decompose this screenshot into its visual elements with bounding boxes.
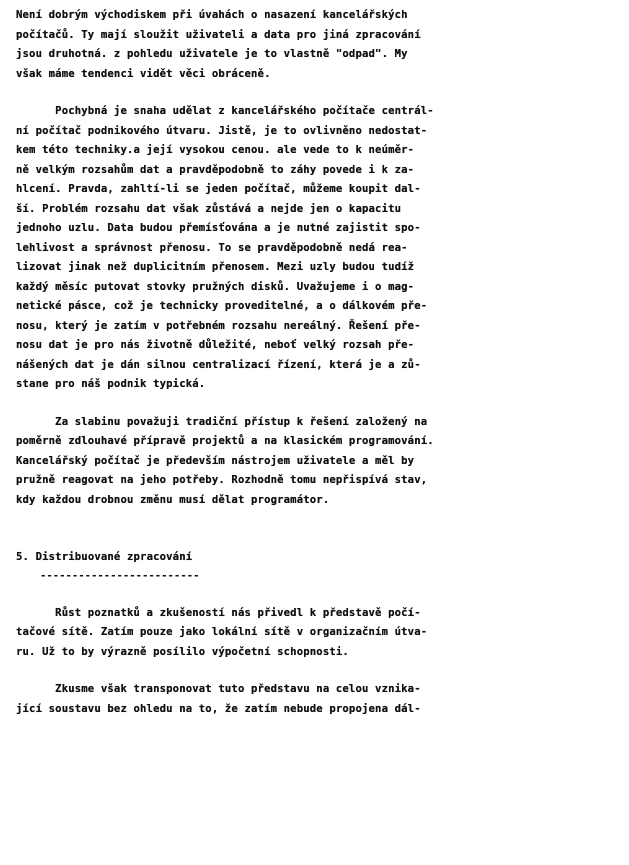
text-line: lizovat jinak než duplicitním přenosem. Mezi uzly budou tudíž [16, 261, 415, 273]
text-line: netické pásce, což je technicky proveditelné, a o dálkovém pře- [16, 300, 428, 312]
text-line: pružně reagovat na jeho potřeby. Rozhodně tomu nepřispívá stav, [16, 474, 428, 486]
text-line: Není dobrým východiskem při úvahách o nasazení kancelářských [16, 9, 408, 21]
text-line: nášených dat je dán silnou centralizací řízení, která je a zů- [16, 358, 421, 371]
text-line: jednoho uzlu. Data budou přemísťována a je nutné zajistit spo- [16, 222, 421, 234]
section-number: 5. [16, 551, 30, 563]
text-line: kem této techniky.a její vysokou cenou. ale vede to k neúměr- [16, 144, 415, 156]
text-line: hlcení. Pravda, zahltí-li se jeden počítač, můžeme koupit dal- [16, 183, 421, 195]
text-line: každý měsíc putovat stovky pružných disků. Uvažujeme i o mag- [16, 280, 415, 293]
text-line: Za slabinu považuji tradiční přístup k řešení založený na [16, 415, 428, 428]
text-line: počítačů. Ty mají sloužit uživateli a data pro jiná zpracování [16, 28, 421, 41]
text-line: ší. Problém rozsahu dat však zůstává a nejde jen o kapacitu [16, 202, 402, 215]
text-line: nosu, který je zatím v potřebném rozsahu nereálný. Řešení pře- [16, 319, 421, 332]
text-line: nosu dat je pro nás životně důležité, neboť velký rozsah pře- [16, 339, 415, 351]
paragraph-2 [16, 102, 621, 395]
section-underline: ------------------------- [40, 569, 200, 582]
text-line: poměrně zdlouhavé přípravě projektů a na klasickém programování. [16, 435, 434, 447]
text-line: ru. Už to by výrazně posílilo výpočetní schopnosti. [16, 645, 349, 658]
text-line: Kancelářský počítač je především nástrojem uživatele a měl by [16, 454, 415, 467]
text-line: ně velkým rozsahům dat a pravděpodobně to záhy povede i k za- [16, 163, 415, 176]
section-paragraph-1 [16, 604, 621, 663]
text-line: však máme tendenci vidět věci obráceně. [16, 67, 271, 80]
paragraph-3 [16, 413, 621, 511]
section-title: Distribuované zpracování [35, 551, 193, 563]
text-line: jící soustavu bez ohledu na to, že zatím nebude propojena dál- [16, 702, 421, 715]
text-line: ní počítač podnikového útvaru. Jistě, je to ovlivněno nedostat- [16, 124, 428, 137]
section-heading [16, 548, 621, 568]
text-line: stane pro náš podnik typická. [16, 378, 206, 390]
text-line: tačové sítě. Zatím pouze jako lokální sítě v organizačním útva- [16, 626, 428, 638]
text-line: Pochybná je snaha udělat z kancelářského počítače centrál- [16, 105, 434, 117]
text-line: Zkusme však transponovat tuto představu na celou vznika- [16, 683, 421, 695]
text-line: lehlivost a správnost přenosu. To se pravděpodobně nedá rea- [16, 241, 408, 254]
section-paragraph-2 [16, 680, 621, 719]
text-line: jsou druhotná. z pohledu uživatele je to vlastně "odpad". My [16, 48, 408, 60]
text-line: kdy každou drobnou změnu musí dělat programátor. [16, 493, 330, 506]
paragraph-1 [16, 6, 621, 84]
text-line: Růst poznatků a zkušeností nás přivedl k představě počí- [16, 606, 421, 619]
